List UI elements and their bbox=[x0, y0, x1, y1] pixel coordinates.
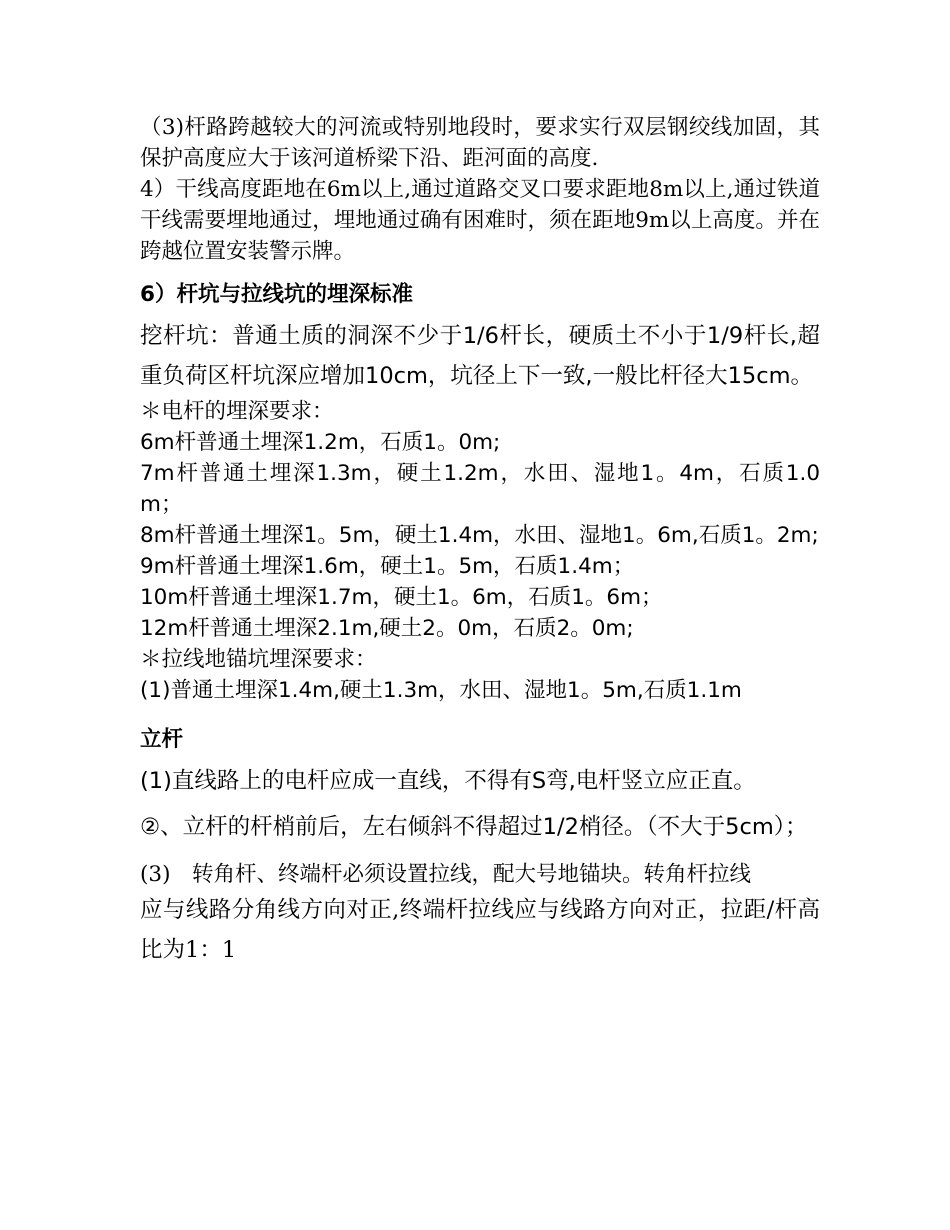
paragraph-pit-digging: 挖杆坑：普通土质的洞深不少于1/6杆长，硬质土不小于1/9杆长,超重负荷区杆坑深应增加10cm，坑径上下一致,一般比杆径大15cm。 bbox=[140, 323, 820, 389]
erection-rule-3a: (3) 转角杆、终端杆必须设置拉线，配大号地锚块。转角杆拉线 bbox=[140, 862, 751, 887]
heading-pit-depth: 6）杆坑与拉线坑的埋深标准 bbox=[140, 282, 413, 307]
paragraph-river-crossing: （3)杆路跨越较大的河流或特别地段时，要求实行双层钢绞线加固，其保护高度应大于该河道桥梁下沿、距河面的高度. bbox=[140, 115, 820, 171]
pole-depth-6m: 6m杆普通土埋深1.2m，石质1。0m; bbox=[140, 430, 501, 455]
pole-depth-12m: 12m杆普通土埋深2.1m,硬土2。0m，石质2。0m; bbox=[140, 616, 634, 641]
erection-rule-1: (1)直线路上的电杆应成一直线，不得有S弯,电杆竖立应正直。 bbox=[140, 768, 756, 794]
document-page bbox=[140, 112, 820, 970]
paragraph-trunk-height: 4）干线高度距地在6m以上,通过道路交叉口要求距地8m以上,通过铁道干线需要埋地通过，埋地通过确有困难时，须在距地9m以上高度。并在跨越位置安装警示牌。 bbox=[140, 177, 820, 264]
pole-depth-8m: 8m杆普通土埋深1。5m，硬土1.4m，水田、湿地1。6m,石质1。2m; bbox=[140, 523, 819, 548]
subheading-pole-depth: ＊电杆的埋深要求： bbox=[140, 399, 334, 424]
pole-depth-10m: 10m杆普通土埋深1.7m，硬土1。6m，石质1。6m； bbox=[140, 585, 663, 610]
erection-rule-2: ②、立杆的杆梢前后，左右倾斜不得超过1/2梢径。（不大于5cm）； bbox=[140, 814, 808, 840]
subheading-anchor-depth: ＊拉线地锚坑埋深要求： bbox=[140, 647, 377, 672]
pole-depth-7m: 7m杆普通土埋深1.3m，硬土1.2m，水田、湿地1。4m，石质1.0 m； bbox=[140, 461, 820, 517]
erection-rule-3b: 应与线路分角线方向对正,终端杆拉线应与线路方向对正，拉距/杆高比为1：1 bbox=[140, 897, 820, 963]
pole-depth-9m: 9m杆普通土埋深1.6m，硬土1。5m，石质1.4m； bbox=[140, 554, 635, 579]
heading-pole-erection: 立杆 bbox=[140, 727, 184, 752]
anchor-depth-1: (1)普通土埋深1.4m,硬土1.3m，水田、湿地1。5m,石质1.1m bbox=[140, 678, 742, 703]
